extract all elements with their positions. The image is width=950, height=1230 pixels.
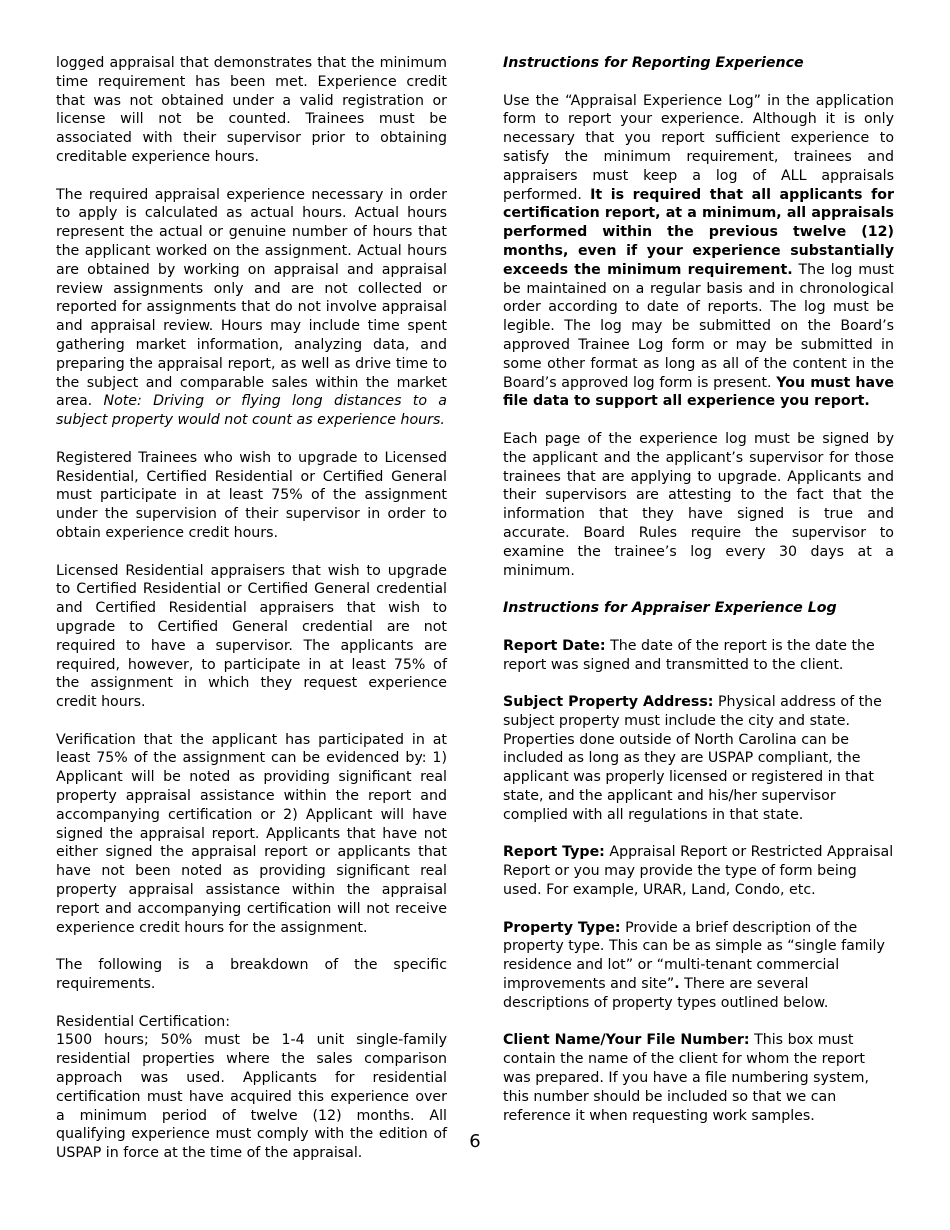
subject-property-text: Physical address of the subject property must include the city and state. Properties done outside of North Carolina can be included as long as they are USPAP compliant, the applicant was properly licensed or registered in that state, and the applicant and his/her supervisor complied with all regulations in that state. [503, 694, 882, 823]
paragraph-verification: Verification that the applicant has participated in at least 75% of the assignment can be evidenced by: 1) Applicant will be noted as providing significant real property appraisal assistance within the report and accompanying certification or 2) Applicant will have signed the appraisal report. Applicants that have not either signed the appraisal report or applicants that have not been noted as providing significant real property appraisal assistance within the appraisal report and accompanying certification will not receive experience credit hours for the assignment. [56, 731, 447, 936]
experience-log-text-a: Use the “Appraisal Experience Log” in the application form to report your experience. Although it is only necessary that you report sufficient experience to satisfy the minimum requirement, trainees and appraisers must keep a log of ALL appraisals performed. [503, 92, 894, 203]
field-subject-property-address [503, 693, 894, 825]
property-type-label: Property Type: [503, 919, 621, 936]
paragraph-registered-trainees: Registered Trainees who wish to upgrade to Licensed Residential, Certified Residential or Certified General must participate in at least 75% of the assignment under the supervision of their supervisor in order to obtain experience credit hours. [56, 449, 447, 541]
heading-appraiser-experience-log: Instructions for Appraiser Experience Log [503, 600, 837, 617]
driving-note: Note: Driving or flying long distances to a subject property would not count as experience hours. [56, 393, 447, 429]
paragraph-breakdown: The following is a breakdown of the specific requirements. [56, 957, 447, 993]
heading-reporting-experience: Instructions for Reporting Experience [503, 55, 804, 71]
client-name-text: This box must contain the name of the client for whom the report was prepared. If you have a file numbering system, this number should be included so that we can reference it when requesting work samples. [503, 1032, 869, 1124]
experience-log-text-c: The log must be maintained on a regular basis and in chronological order according to date of reports. The log must be legible. The log may be submitted on the Board’s approved Trainee Log form or may be submitted in some other format as long as all of the content in the Board’s approved log form is present. [503, 261, 894, 391]
property-type-period: . [674, 976, 680, 993]
field-report-date [503, 637, 894, 675]
paragraph-actual-hours [56, 186, 447, 430]
client-name-label: Client Name/Your File Number: [503, 1032, 750, 1049]
paragraph-appraisal-log: logged appraisal that demonstrates that the minimum time requirement has been met. Experience credit that was not obtained under a valid registration or license will not be counted. Trainees must be associated with their supervisor prior to obtaining creditable experience hours. [56, 55, 447, 165]
subject-property-label: Subject Property Address: [503, 694, 714, 711]
property-type-text-2: There are several descriptions of property types outlined below. [503, 976, 829, 1011]
left-column [56, 54, 447, 1182]
report-date-label: Report Date: [503, 637, 606, 654]
experience-log-file-data: You must have file data to support all experience you report. [503, 374, 894, 410]
report-type-text: Appraisal Report or Restricted Appraisal Report or you may provide the type of form being used. For example, URAR, Land, Condo, etc. [503, 844, 894, 899]
field-client-name [503, 1031, 894, 1125]
field-property-type [503, 919, 894, 1013]
right-column [503, 54, 894, 1144]
paragraph-licensed-residential: Licensed Residential appraisers that wish to upgrade to Certified Residential or Certified General credential and Certified Residential appraisers that wish to upgrade to Certified General credential are not required to have a supervisor. The applicants are required, however, to participate in at least 75% of the assignment in which they request experience credit hours. [56, 562, 447, 711]
paragraph-experience-log [503, 92, 894, 412]
residential-certification-body: 1500 hours; 50% must be 1-4 unit single-family residential properties where the sales comparison approach was used. Applicants for residential certification must have acquired this experience over a minimum period of twelve (12) months. All qualifying experience must comply with the edition of USPAP in force at the time of the appraisal. [56, 1032, 447, 1162]
report-type-label: Report Type: [503, 844, 605, 861]
property-type-text: Provide a brief description of the property type. This can be as simple as “single family residence and lot” or “multi-tenant commercial improvements and site” [503, 919, 885, 993]
field-report-type [503, 843, 894, 899]
actual-hours-text: The required appraisal experience necessary in order to apply is calculated as actual hours. Actual hours represent the actual or genuine number of hours that the applicant worked on the assignment. Actual hours are obtained by working on appraisal and appraisal review assignments only and are not collected or reported for assignments that do not involve appraisal and appraisal review. Hours may include time spent gathering market information, analyzing data, and preparing the appraisal report, as well as drive time to the subject and comparable sales within the market area. [56, 186, 447, 410]
paragraph-log-signature: Each page of the experience log must be signed by the applicant and the applicant’s supervisor for those trainees that are applying to upgrade. Applicants and their supervisors are attesting to the fact that the information that they have signed is true and accurate. Board Rules require the supervisor to examine the trainee’s log every 30 days at a minimum. [503, 430, 894, 579]
page-number: 6 [469, 1131, 481, 1152]
experience-log-requirement: It is required that all applicants for certification report, at a minimum, all appraisals performed within the previous twelve (12) months, even if your experience substantially exceeds the minimum requirement. [503, 186, 894, 278]
residential-certification-title: Residential Certification: [56, 1013, 231, 1030]
report-date-text: The date of the report is the date the report was signed and transmitted to the client. [503, 637, 875, 673]
